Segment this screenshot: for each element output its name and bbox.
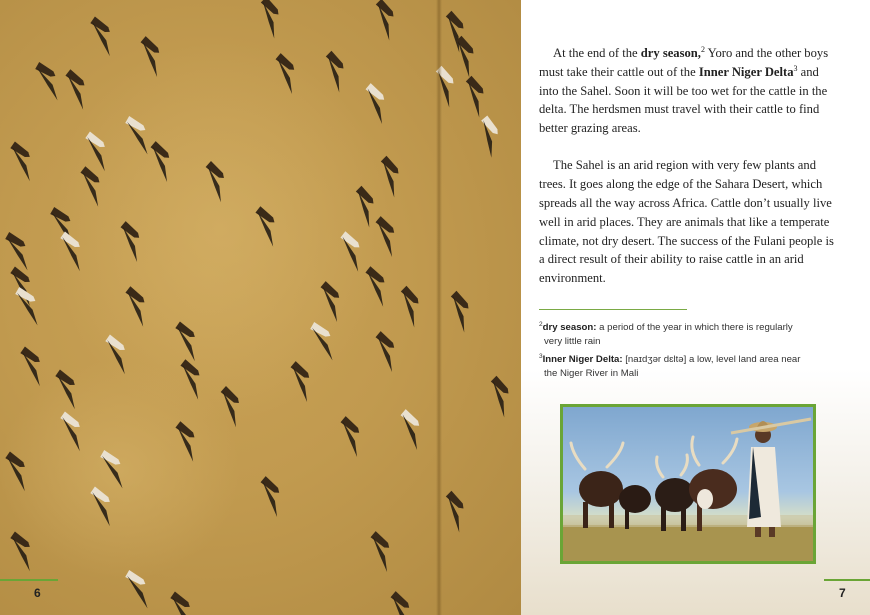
footnote-3-term: Inner Niger Delta: bbox=[542, 354, 623, 366]
footnote-2-definition-line1: a period of the year in which there is regularly bbox=[596, 322, 793, 334]
page-number-right: 7 bbox=[839, 586, 846, 600]
footnote-3-number: 3 bbox=[539, 353, 543, 361]
footnote-2-definition-line2: very little rain bbox=[544, 336, 601, 348]
footnote-ref-2: 2 bbox=[700, 44, 705, 54]
paragraph-1-text-c: and into the Sahel. Soon it will be too wet for the cattle in the delta. The herdsmen must travel with their cattle to find better grazing areas. bbox=[539, 64, 828, 136]
footnotes bbox=[539, 318, 839, 382]
footnote-divider bbox=[539, 309, 687, 310]
footnote-2-term: dry season: bbox=[542, 322, 597, 334]
footnote-2 bbox=[539, 318, 839, 349]
footnote-3 bbox=[539, 350, 839, 381]
page-number-left: 6 bbox=[34, 586, 41, 600]
glossary-term-dry-season: dry season, bbox=[640, 46, 701, 60]
paragraph-1-text-b: Yoro and the other boys must take their cattle out of the bbox=[539, 46, 829, 79]
page-number-rule-left bbox=[0, 579, 58, 581]
paragraph-1 bbox=[539, 44, 839, 138]
herdsman-cattle-photo bbox=[560, 404, 816, 564]
paragraph-1-text-a: At the end of the bbox=[553, 46, 641, 60]
body-text bbox=[539, 44, 839, 307]
footnote-3-definition-line2: the Niger River in Mali bbox=[544, 368, 639, 380]
paragraph-2: The Sahel is an arid region with very few plants and trees. It goes along the edge of the Sahara Desert, which spreads all the way across Africa. Cattle don’t usually live well in arid places. They are animals that like a temperate climate, not dry desert. The success of the Fulani people is a direct result of their ability to raise cattle in an arid environment. bbox=[539, 158, 834, 286]
footnote-ref-3: 3 bbox=[793, 63, 798, 73]
glossary-term-inner-niger-delta: Inner Niger Delta bbox=[698, 64, 794, 79]
page-number-rule-right bbox=[824, 579, 870, 581]
footnote-3-definition-line1: [naɪdʒər dɛltə] a low, level land area near bbox=[622, 354, 801, 366]
page-gutter bbox=[436, 0, 442, 615]
footnote-2-number: 2 bbox=[539, 321, 543, 328]
herdsman-cattle-illustration bbox=[563, 407, 813, 561]
